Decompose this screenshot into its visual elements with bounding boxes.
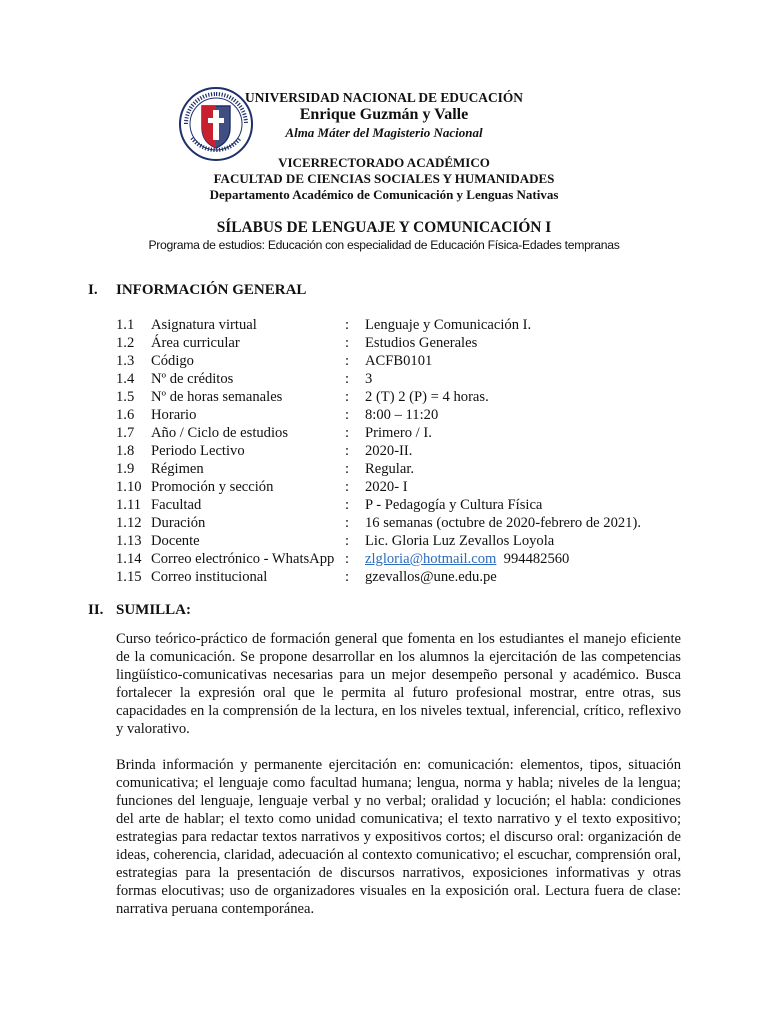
page-subtitle: Programa de estudios: Educación con especialidad de Educación Física-Edades tempranas [148, 238, 620, 252]
row-value: gzevallos@une.edu.pe [365, 569, 497, 585]
section-1-number: I. [88, 282, 98, 298]
email-link[interactable]: zlgloria@hotmail.com [365, 551, 497, 567]
row-value: 3 [365, 371, 373, 387]
info-row [116, 352, 716, 370]
row-value: Regular. [365, 461, 415, 477]
info-row [116, 532, 716, 550]
row-value: Primero / I. [365, 425, 432, 441]
info-row [116, 460, 716, 478]
row-label: Periodo Lectivo [151, 443, 245, 459]
sumilla-paragraph-2: Brinda información y permanente ejercitación en: comunicación: elementos, tipos, situación comunicativa; el lenguaje como facultad humana; lengua, norma y habla; niveles de la lengua; funciones del lenguaje, lenguaje verbal y no verbal; oralidad y locución; el habla: condiciones del arte de hablar; el texto como unidad comunicativa; el texto narrativo y el texto expositivo; estrategias para redactar textos narrativos y expositivos cortos; el discurso oral: organización de ideas, coherencia, claridad, adecuación al contexto comunicativo; el escuchar, comprensión oral, estrategias para la presentación de discursos narrativos, exposiciones informativas y otras formas elocutivas; uso de organizadores visuales en la exposición oral. Lectura fuera de clase: narrativa peruana contemporánea. [116, 757, 681, 917]
row-colon: : [345, 479, 350, 495]
row-label: Docente [151, 533, 200, 549]
row-value-group [365, 550, 569, 568]
row-colon: : [345, 443, 350, 459]
row-colon: : [345, 515, 350, 531]
row-number: 1.2 [116, 335, 135, 351]
row-value: 2020- I [365, 479, 408, 495]
university-subname: Enrique Guzmán y Valle [299, 106, 469, 123]
row-number: 1.10 [116, 479, 142, 495]
info-row [116, 424, 716, 442]
info-row [116, 370, 716, 388]
sumilla-paragraph-1: Curso teórico-práctico de formación general que fomenta en los estudiantes el manejo eficiente de la comunicación. Se propone desarrollar en los alumnos la ejercitación de las competencias lingüístico-comunicativas necesarias para un mejor desempeño personal y académico. Busca fortalecer la expresión oral que le permita al futuro profesional mostrar, entre otras, sus capacidades en la comprensión de la lectura, en los niveles textual, inferencial, crítico, reflexivo y valorativo. [116, 631, 681, 737]
info-row [116, 514, 716, 532]
row-value: 16 semanas (octubre de 2020-febrero de 2021). [365, 515, 641, 531]
row-colon: : [345, 407, 350, 423]
row-number: 1.7 [116, 425, 135, 441]
row-colon: : [345, 353, 350, 369]
info-row [116, 568, 716, 586]
section-2-title: SUMILLA: [116, 602, 192, 618]
row-colon: : [345, 317, 350, 333]
row-number: 1.5 [116, 389, 135, 405]
university-name: UNIVERSIDAD NACIONAL DE EDUCACIÓN [245, 90, 523, 105]
section-1-title: INFORMACIÓN GENERAL [116, 282, 307, 298]
row-value: Estudios Generales [365, 335, 478, 351]
departamento: Departamento Académico de Comunicación y Lenguas Nativas [209, 187, 559, 202]
row-label: Nº de horas semanales [151, 389, 283, 405]
row-value: Lenguaje y Comunicación I. [365, 317, 532, 333]
row-number: 1.4 [116, 371, 135, 387]
row-label: Correo electrónico - WhatsApp [151, 551, 335, 567]
row-label: Horario [151, 407, 197, 423]
row-label: Asignatura virtual [151, 317, 257, 333]
info-row [116, 442, 716, 460]
row-colon: : [345, 461, 350, 477]
info-row [116, 334, 716, 352]
row-label: Correo institucional [151, 569, 268, 585]
row-number: 1.8 [116, 443, 135, 459]
info-row [116, 316, 716, 334]
row-value: P - Pedagogía y Cultura Física [365, 497, 543, 513]
row-label: Promoción y sección [151, 479, 274, 495]
row-number: 1.12 [116, 515, 142, 531]
page-title: SÍLABUS DE LENGUAJE Y COMUNICACIÓN I [216, 219, 552, 236]
row-label: Facultad [151, 497, 202, 513]
row-label: Año / Ciclo de estudios [151, 425, 289, 441]
row-label: Duración [151, 515, 206, 531]
row-number: 1.6 [116, 407, 135, 423]
row-value: ACFB0101 [365, 353, 433, 369]
row-label: Área curricular [151, 335, 240, 351]
whatsapp-number: 994482560 [503, 551, 570, 567]
row-label: Código [151, 353, 194, 369]
info-row [116, 550, 716, 568]
row-colon: : [345, 335, 350, 351]
row-colon: : [345, 551, 350, 567]
row-label: Régimen [151, 461, 204, 477]
row-colon: : [345, 569, 350, 585]
facultad: FACULTAD DE CIENCIAS SOCIALES Y HUMANIDADES [213, 171, 555, 186]
row-colon: : [345, 425, 350, 441]
info-row [116, 478, 716, 496]
row-colon: : [345, 533, 350, 549]
row-value: 2 (T) 2 (P) = 4 horas. [365, 389, 489, 405]
row-label: Nº de créditos [151, 371, 234, 387]
row-value: 8:00 – 11:20 [365, 407, 439, 423]
section-2-number: II. [88, 602, 104, 618]
university-motto: Alma Máter del Magisterio Nacional [285, 125, 483, 140]
row-number: 1.13 [116, 533, 142, 549]
info-row [116, 406, 716, 424]
row-value: Lic. Gloria Luz Zevallos Loyola [365, 533, 555, 549]
row-number: 1.1 [116, 317, 135, 333]
row-colon: : [345, 371, 350, 387]
row-number: 1.11 [116, 497, 141, 513]
row-colon: : [345, 389, 350, 405]
row-value: 2020-II. [365, 443, 413, 459]
row-number: 1.15 [116, 569, 142, 585]
row-number: 1.3 [116, 353, 135, 369]
row-number: 1.9 [116, 461, 135, 477]
info-row [116, 388, 716, 406]
row-number: 1.14 [116, 551, 142, 567]
info-row [116, 496, 716, 514]
row-colon: : [345, 497, 350, 513]
vicerrectorado: VICERRECTORADO ACADÉMICO [278, 155, 490, 170]
